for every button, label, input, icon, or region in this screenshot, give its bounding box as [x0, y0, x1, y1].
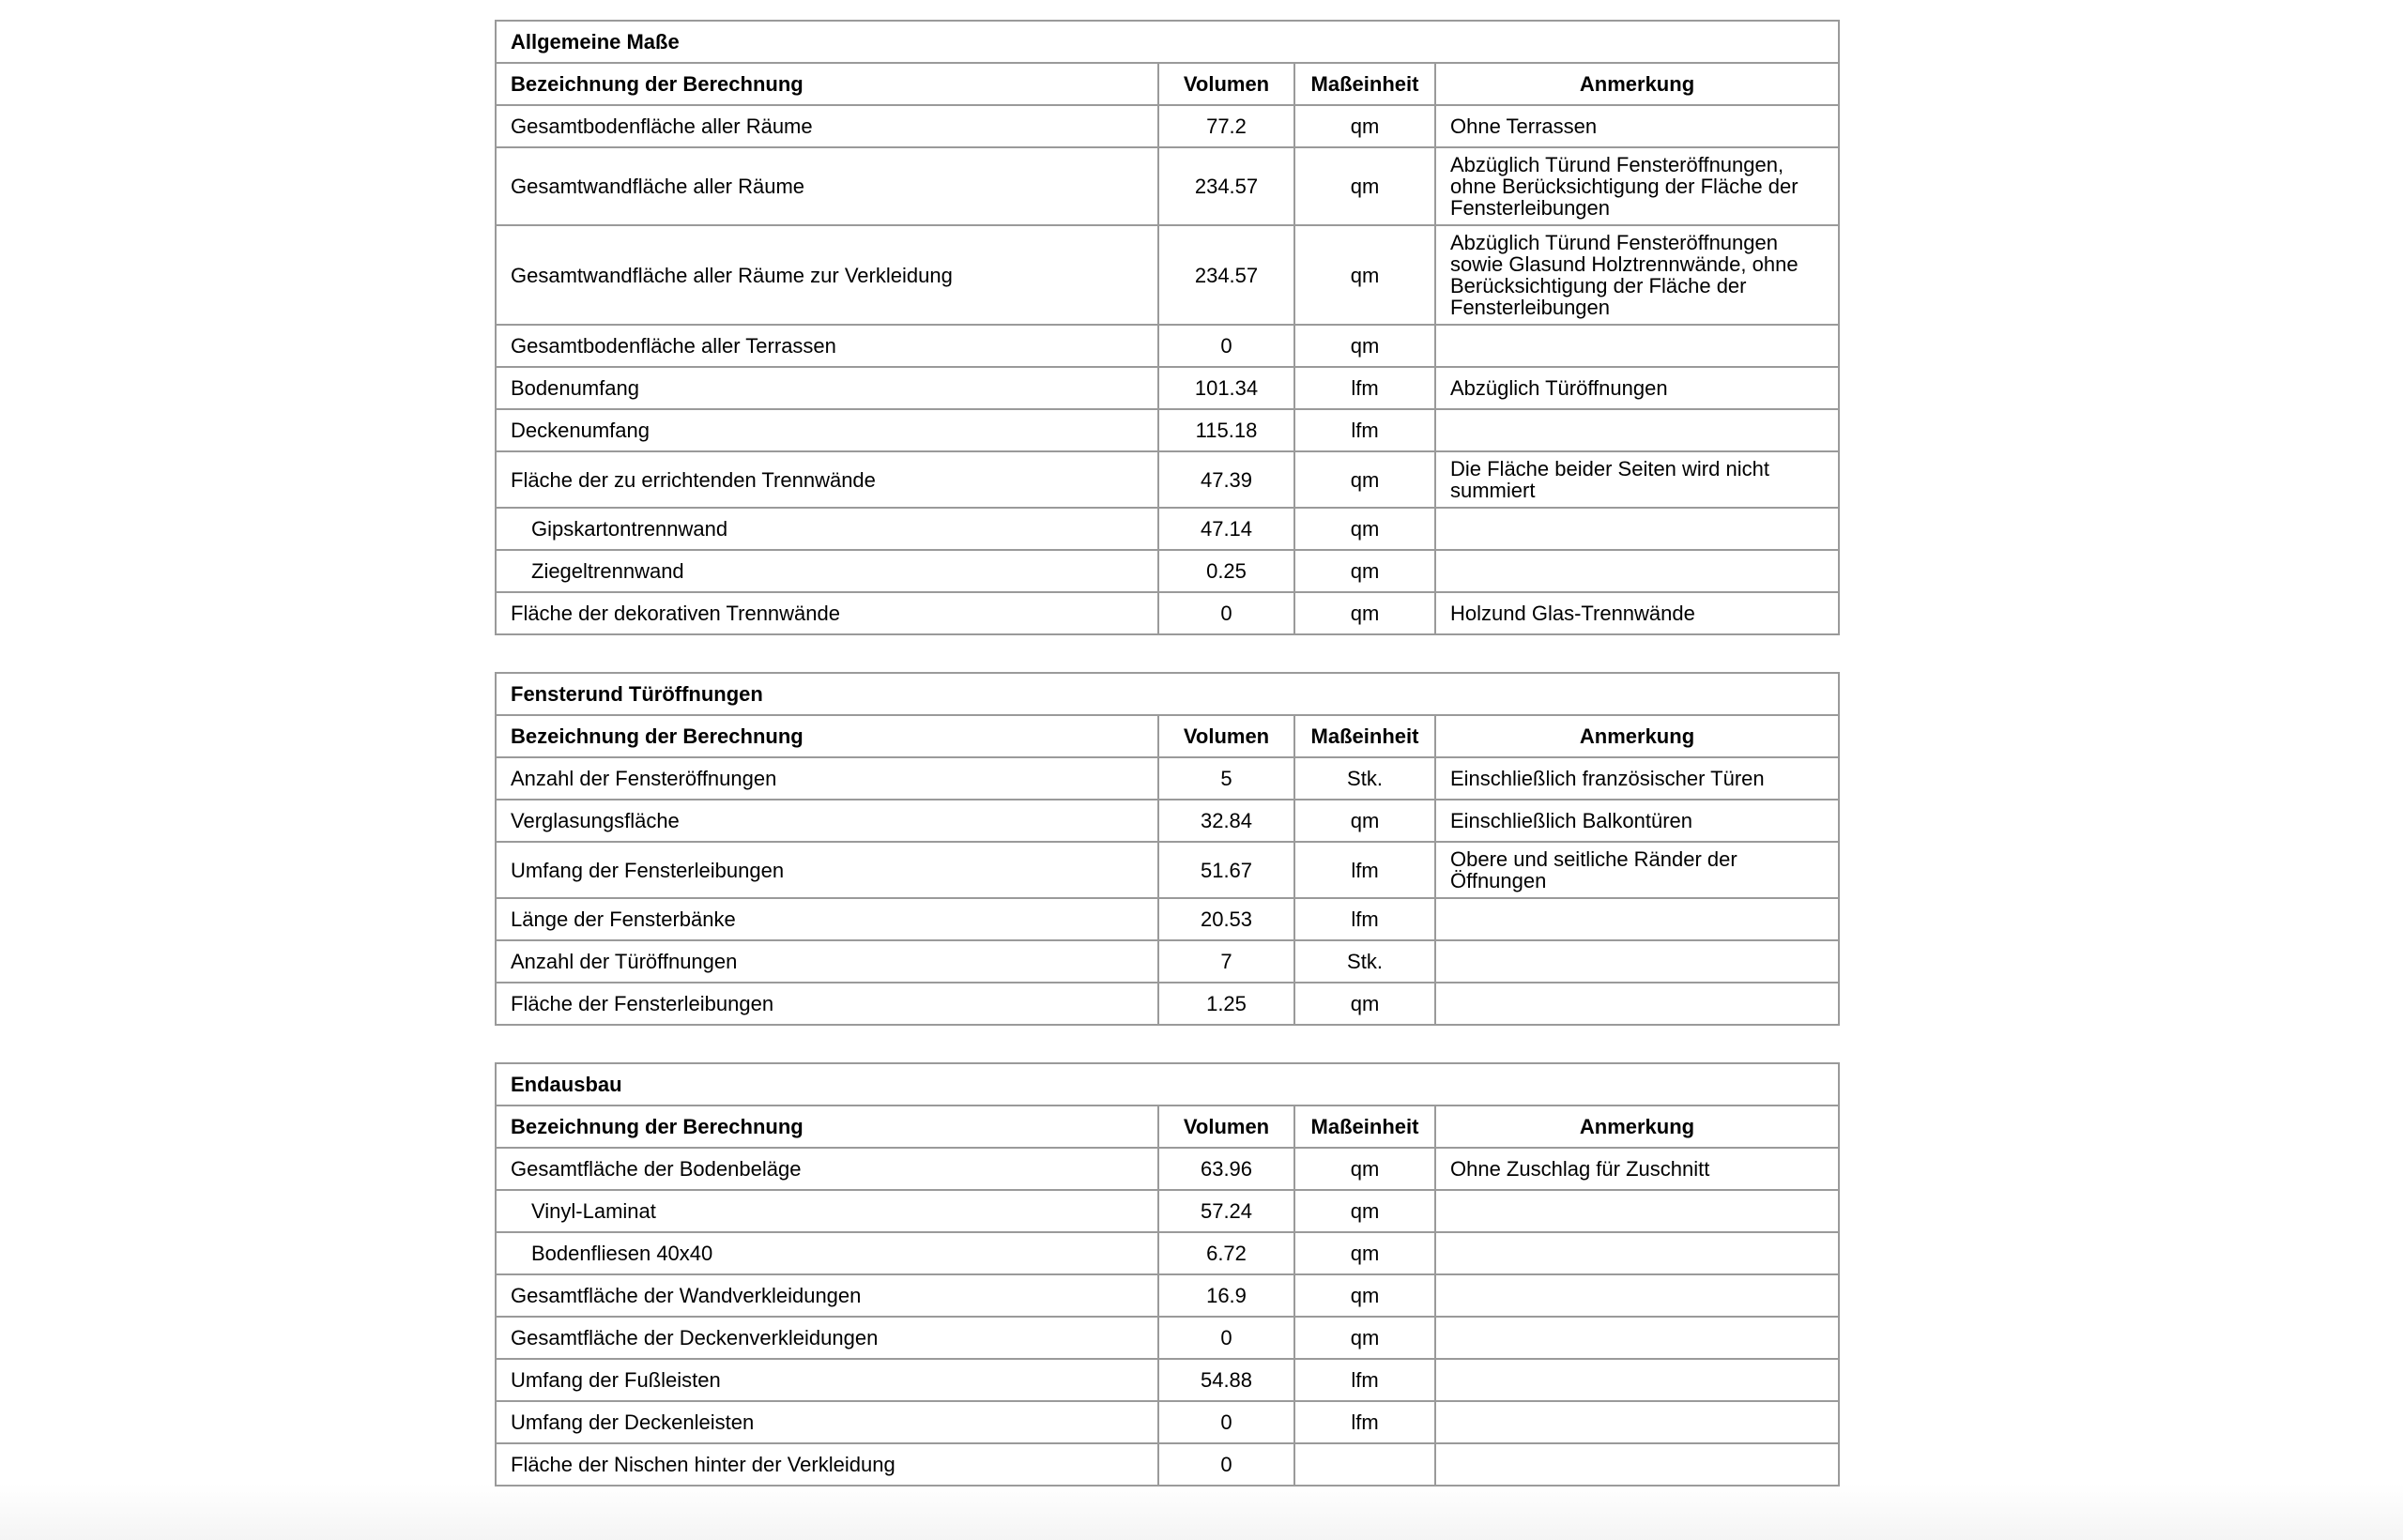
column-header-note: Anmerkung: [1435, 1105, 1839, 1148]
row-note-cell: [1435, 325, 1839, 367]
row-name-cell: Fläche der Nischen hinter der Verkleidung: [496, 1443, 1158, 1486]
row-name-cell: Anzahl der Türöffnungen: [496, 940, 1158, 983]
table-row: [496, 800, 1839, 842]
table-row: [496, 225, 1839, 325]
row-note-cell: Abzüglich Türund Fensteröffnungen sowie Glasund Holztrennwände, ohne Berücksichtigung der Fläche der Fensterleibungen: [1435, 225, 1839, 325]
column-header-volume: Volumen: [1158, 63, 1294, 105]
row-volume-cell: 77.2: [1158, 105, 1294, 147]
row-volume-cell: 7: [1158, 940, 1294, 983]
row-unit-cell: lfm: [1294, 842, 1435, 898]
row-volume-cell: 0: [1158, 592, 1294, 634]
row-name-cell: Umfang der Deckenleisten: [496, 1401, 1158, 1443]
column-header-unit: Maßeinheit: [1294, 63, 1435, 105]
row-volume-cell: 234.57: [1158, 225, 1294, 325]
row-volume-cell: 32.84: [1158, 800, 1294, 842]
row-name-cell: Gesamtfläche der Deckenverkleidungen: [496, 1317, 1158, 1359]
row-name-cell: Deckenumfang: [496, 409, 1158, 451]
row-note-cell: [1435, 983, 1839, 1025]
row-volume-cell: 0.25: [1158, 550, 1294, 592]
section-table-fenster-tueroeffnungen: [495, 672, 1840, 1026]
row-unit-cell: qm: [1294, 550, 1435, 592]
table-row: [496, 147, 1839, 225]
row-unit-cell: Stk.: [1294, 757, 1435, 800]
column-header-row: [496, 715, 1839, 757]
row-unit-cell: qm: [1294, 1148, 1435, 1190]
row-volume-cell: 6.72: [1158, 1232, 1294, 1274]
column-header-volume: Volumen: [1158, 715, 1294, 757]
row-volume-cell: 47.14: [1158, 508, 1294, 550]
row-unit-cell: lfm: [1294, 1359, 1435, 1401]
row-note-cell: Einschließlich französischer Türen: [1435, 757, 1839, 800]
column-header-volume: Volumen: [1158, 1105, 1294, 1148]
table-row: [496, 367, 1839, 409]
row-unit-cell: qm: [1294, 225, 1435, 325]
row-note-cell: [1435, 550, 1839, 592]
column-header-row: [496, 1105, 1839, 1148]
row-name-cell: Umfang der Fensterleibungen: [496, 842, 1158, 898]
row-note-cell: [1435, 508, 1839, 550]
column-header-name: Bezeichnung der Berechnung: [496, 63, 1158, 105]
row-note-cell: Abzüglich Türund Fensteröffnungen, ohne Berücksichtigung der Fläche der Fensterleibungen: [1435, 147, 1839, 225]
row-name-cell: Gesamtfläche der Wandverkleidungen: [496, 1274, 1158, 1317]
row-volume-cell: 51.67: [1158, 842, 1294, 898]
row-name-cell: Fläche der zu errichtenden Trennwände: [496, 451, 1158, 508]
row-unit-cell: qm: [1294, 1317, 1435, 1359]
row-note-cell: [1435, 1401, 1839, 1443]
row-unit-cell: qm: [1294, 983, 1435, 1025]
row-name-cell: Gesamtbodenfläche aller Räume: [496, 105, 1158, 147]
row-note-cell: [1435, 1190, 1839, 1232]
row-note-cell: [1435, 1443, 1839, 1486]
column-header-name: Bezeichnung der Berechnung: [496, 1105, 1158, 1148]
row-unit-cell: qm: [1294, 508, 1435, 550]
column-header-note: Anmerkung: [1435, 63, 1839, 105]
row-unit-cell: [1294, 1443, 1435, 1486]
table-row: [496, 325, 1839, 367]
table-row: [496, 550, 1839, 592]
row-unit-cell: qm: [1294, 147, 1435, 225]
table-row: [496, 1190, 1839, 1232]
section-title-row: [496, 21, 1839, 63]
row-note-cell: [1435, 1232, 1839, 1274]
row-name-cell: Fläche der Fensterleibungen: [496, 983, 1158, 1025]
row-unit-cell: qm: [1294, 592, 1435, 634]
row-volume-cell: 101.34: [1158, 367, 1294, 409]
row-volume-cell: 234.57: [1158, 147, 1294, 225]
table-row: [496, 898, 1839, 940]
row-volume-cell: 0: [1158, 1401, 1294, 1443]
row-name-cell: Bodenfliesen 40x40: [496, 1232, 1158, 1274]
row-note-cell: [1435, 898, 1839, 940]
row-unit-cell: qm: [1294, 105, 1435, 147]
row-unit-cell: qm: [1294, 1190, 1435, 1232]
row-name-cell: Anzahl der Fensteröffnungen: [496, 757, 1158, 800]
row-name-cell: Gesamtbodenfläche aller Terrassen: [496, 325, 1158, 367]
row-volume-cell: 115.18: [1158, 409, 1294, 451]
column-header-unit: Maßeinheit: [1294, 715, 1435, 757]
row-unit-cell: Stk.: [1294, 940, 1435, 983]
row-volume-cell: 1.25: [1158, 983, 1294, 1025]
row-name-cell: Umfang der Fußleisten: [496, 1359, 1158, 1401]
section-title: Fensterund Türöffnungen: [496, 673, 1839, 715]
row-name-cell: Bodenumfang: [496, 367, 1158, 409]
row-note-cell: Einschließlich Balkontüren: [1435, 800, 1839, 842]
column-header-row: [496, 63, 1839, 105]
column-header-unit: Maßeinheit: [1294, 1105, 1435, 1148]
row-volume-cell: 16.9: [1158, 1274, 1294, 1317]
row-volume-cell: 20.53: [1158, 898, 1294, 940]
row-unit-cell: qm: [1294, 325, 1435, 367]
table-row: [496, 1232, 1839, 1274]
row-unit-cell: qm: [1294, 451, 1435, 508]
table-row: [496, 757, 1839, 800]
table-row: [496, 105, 1839, 147]
row-volume-cell: 63.96: [1158, 1148, 1294, 1190]
row-volume-cell: 47.39: [1158, 451, 1294, 508]
row-unit-cell: lfm: [1294, 367, 1435, 409]
row-name-cell: Länge der Fensterbänke: [496, 898, 1158, 940]
row-note-cell: [1435, 1359, 1839, 1401]
row-name-cell: Gesamtwandfläche aller Räume zur Verkleidung: [496, 225, 1158, 325]
section-title: Allgemeine Maße: [496, 21, 1839, 63]
section-table-allgemeine-masse: [495, 20, 1840, 635]
row-note-cell: Holzund Glas-Trennwände: [1435, 592, 1839, 634]
section-title-row: [496, 673, 1839, 715]
row-unit-cell: qm: [1294, 800, 1435, 842]
table-row: [496, 451, 1839, 508]
row-unit-cell: lfm: [1294, 1401, 1435, 1443]
section-title: Endausbau: [496, 1063, 1839, 1105]
row-volume-cell: 0: [1158, 1317, 1294, 1359]
column-header-note: Anmerkung: [1435, 715, 1839, 757]
row-name-cell: Gesamtwandfläche aller Räume: [496, 147, 1158, 225]
table-row: [496, 1359, 1839, 1401]
table-row: [496, 508, 1839, 550]
table-row: [496, 1274, 1839, 1317]
row-name-cell: Fläche der dekorativen Trennwände: [496, 592, 1158, 634]
table-row: [496, 983, 1839, 1025]
row-unit-cell: lfm: [1294, 898, 1435, 940]
row-volume-cell: 0: [1158, 1443, 1294, 1486]
table-row: [496, 1443, 1839, 1486]
row-note-cell: Die Fläche beider Seiten wird nicht summiert: [1435, 451, 1839, 508]
row-unit-cell: qm: [1294, 1232, 1435, 1274]
calculation-document: [495, 20, 1838, 1523]
row-name-cell: Vinyl-Laminat: [496, 1190, 1158, 1232]
column-header-name: Bezeichnung der Berechnung: [496, 715, 1158, 757]
row-note-cell: Obere und seitliche Ränder der Öffnungen: [1435, 842, 1839, 898]
table-row: [496, 940, 1839, 983]
table-row: [496, 1401, 1839, 1443]
row-note-cell: [1435, 1317, 1839, 1359]
table-row: [496, 409, 1839, 451]
row-name-cell: Gesamtfläche der Bodenbeläge: [496, 1148, 1158, 1190]
row-note-cell: Ohne Terrassen: [1435, 105, 1839, 147]
row-volume-cell: 5: [1158, 757, 1294, 800]
table-row: [496, 592, 1839, 634]
row-volume-cell: 57.24: [1158, 1190, 1294, 1232]
table-row: [496, 1317, 1839, 1359]
row-note-cell: [1435, 940, 1839, 983]
table-row: [496, 842, 1839, 898]
row-name-cell: Ziegeltrennwand: [496, 550, 1158, 592]
row-note-cell: Abzüglich Türöffnungen: [1435, 367, 1839, 409]
row-volume-cell: 0: [1158, 325, 1294, 367]
row-name-cell: Verglasungsfläche: [496, 800, 1158, 842]
section-title-row: [496, 1063, 1839, 1105]
row-unit-cell: lfm: [1294, 409, 1435, 451]
row-unit-cell: qm: [1294, 1274, 1435, 1317]
row-name-cell: Gipskartontrennwand: [496, 508, 1158, 550]
row-note-cell: Ohne Zuschlag für Zuschnitt: [1435, 1148, 1839, 1190]
row-note-cell: [1435, 409, 1839, 451]
table-row: [496, 1148, 1839, 1190]
row-note-cell: [1435, 1274, 1839, 1317]
section-table-endausbau: [495, 1062, 1840, 1487]
row-volume-cell: 54.88: [1158, 1359, 1294, 1401]
